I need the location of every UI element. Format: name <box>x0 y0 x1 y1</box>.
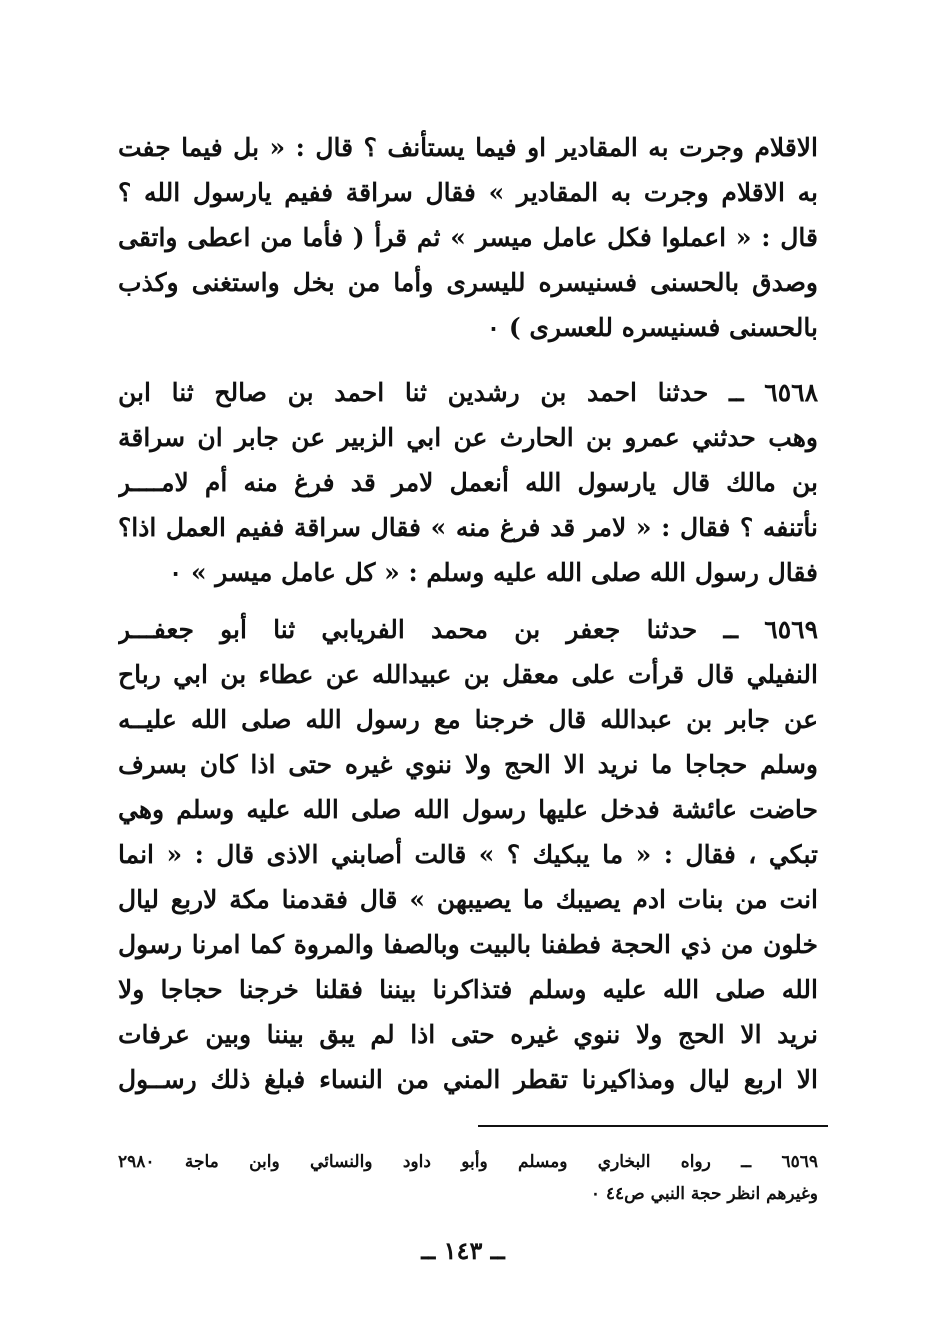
text-line: بن مالك قال يارسول الله أنعمل لامر قد فرغ منه أم لامــــر <box>118 468 818 497</box>
text-line: عن جابر بن عبدالله قال خرجنا مع رسول الله صلى الله عليــه <box>118 705 818 734</box>
text-line: حاضت عائشة فدخل عليها رسول الله صلى الله عليه وسلم وهي <box>118 795 818 824</box>
text-line: نأتنفه ؟ فقال : « لامر قد فرغ منه » فقال سراقة ففيم العمل اذا؟ <box>118 513 818 542</box>
text-line: ٦٥٦٨ ــ حدثنا احمد بن رشدين ثنا احمد بن صالح ثنا ابن <box>118 378 818 407</box>
page-number: ــ ١٤٣ ــ <box>421 1236 505 1265</box>
text-line: بالحسنى فسنيسره للعسرى ) ٠ <box>486 313 818 342</box>
text-line: الا اربع ليال ومذاكيرنا تقطر المني من النساء فبلغ ذلك رســول <box>118 1065 818 1094</box>
paragraph-continuation <box>118 125 818 350</box>
text-line: نريد الا الحج ولا ننوي غيره حتى اذا لم يبق بيننا وبين عرفات <box>118 1020 818 1049</box>
hadith-6569 <box>118 607 818 1102</box>
text-line: قال : « اعملوا فكل عامل ميسر » ثم قرأ ( فأما من اعطى واتقى <box>118 223 818 252</box>
text-line: وصدق بالحسنى فسنيسره لليسرى وأما من بخل واستغنى وكذب <box>118 268 818 297</box>
text-line: وسلم حجاجا ما نريد الا الحج ولا ننوي غيره حتى اذا كان بسرف <box>118 750 818 779</box>
hadith-6568 <box>118 370 818 595</box>
text-line: انت من بنات ادم يصيبك ما يصيبهن » قال فقدمنا مكة لاربع ليال <box>118 885 818 914</box>
footnote-divider <box>478 1125 828 1127</box>
text-line: فقال رسول الله صلى الله عليه وسلم : « كل عامل ميسر » ٠ <box>168 558 818 587</box>
text-line: النفيلي قال قرأت على معقل بن عبيدالله عن عطاء بن ابي رباح <box>118 660 818 689</box>
footnote <box>118 1146 818 1210</box>
text-line: وهب حدثني عمرو بن الحارث عن ابي الزبير عن جابر ان سراقة <box>118 423 818 452</box>
text-line: الاقلام وجرت به المقادير او فيما يستأنف ؟ قال : « بل فيما جفت <box>118 133 818 162</box>
text-line: خلون من ذي الحجة فطفنا بالبيت وبالصفا والمروة كما امرنا رسول <box>118 930 818 959</box>
text-line: تبكي ، فقال : « ما يبكيك ؟ » قالت أصابني الاذى قال : « انما <box>118 840 818 869</box>
text-line: الله صلى الله عليه وسلم فتذاكرنا بيننا فقلنا خرجنا حجاجا ولا <box>118 975 818 1004</box>
text-line: ٦٥٦٩ ــ حدثنا جعفر بن محمد الفريابي ثنا أبو جعفـــر <box>118 615 818 644</box>
text-line: به الاقلام وجرت به المقادير » فقال سراقة ففيم يارسول الله ؟ <box>118 178 818 207</box>
footnote-line: وغيرهم انظر حجة النبي ص٤٤ ٠ <box>590 1184 818 1204</box>
footnote-line: ٦٥٦٩ ــ رواه البخاري ومسلم وأبو داود والنسائي وابن ماجة ٢٩٨٠ <box>118 1152 818 1172</box>
